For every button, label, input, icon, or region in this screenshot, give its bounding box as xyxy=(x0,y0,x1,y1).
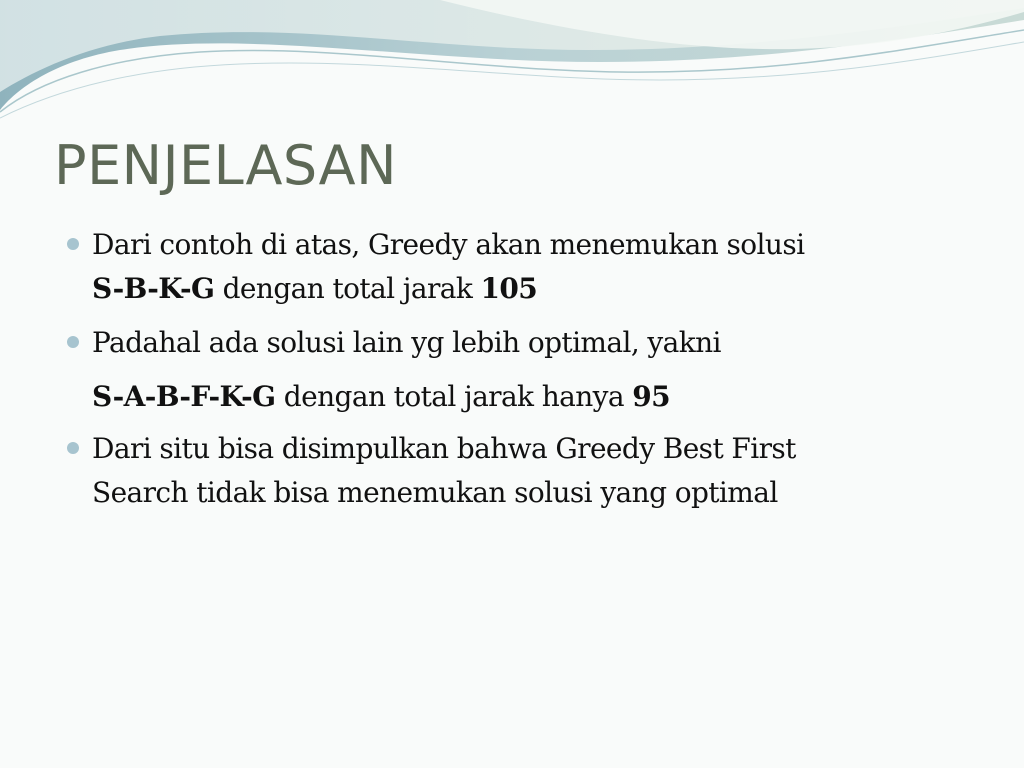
bullet-dot-icon xyxy=(67,442,79,454)
bullet-text-continued: Search tidak bisa menemukan solusi yang optimal xyxy=(92,476,778,509)
bullet-continuation xyxy=(66,375,966,419)
bullet-dot-icon xyxy=(67,336,79,348)
bullet-text-continued xyxy=(92,267,966,311)
bullet-list xyxy=(66,223,966,515)
slide-title: PENJELASAN xyxy=(54,134,398,197)
bullet-dot-icon xyxy=(67,238,79,250)
route-description: dengan total jarak xyxy=(214,272,481,305)
route-path: S-B-K-G xyxy=(92,272,215,305)
bullet-item xyxy=(66,427,966,515)
decorative-wave-header xyxy=(0,0,1024,140)
bullet-text: Dari contoh di atas, Greedy akan menemukan solusi xyxy=(92,228,805,261)
bullet-item xyxy=(66,223,966,311)
route-distance: 105 xyxy=(480,272,538,305)
route-description: dengan total jarak hanya xyxy=(275,380,633,413)
route-distance: 95 xyxy=(632,380,671,413)
bullet-text: Padahal ada solusi lain yg lebih optimal, yakni xyxy=(92,326,721,359)
route-path: S-A-B-F-K-G xyxy=(92,380,276,413)
bullet-item xyxy=(66,321,966,365)
bullet-text: Dari situ bisa disimpulkan bahwa Greedy Best First xyxy=(92,432,796,465)
bullet-text-continued xyxy=(92,375,966,419)
